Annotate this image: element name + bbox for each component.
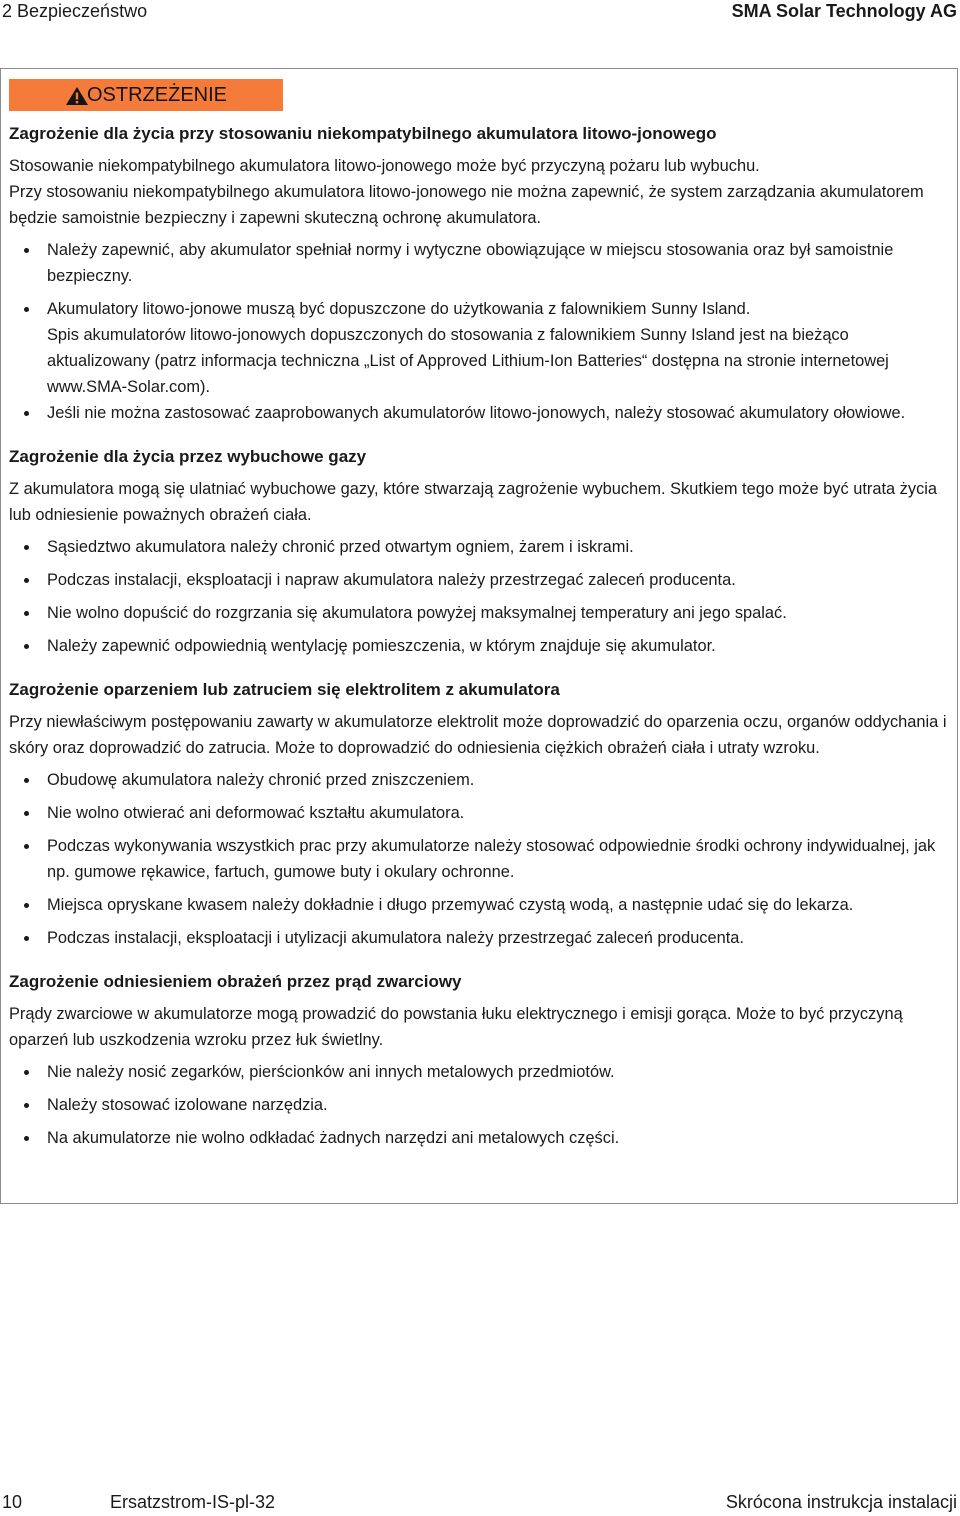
list-item: Nie wolno otwierać ani deformować kształtu akumulatora. — [9, 800, 953, 826]
paragraph: Przy niewłaściwym postępowaniu zawarty w akumulatorze elektrolit może doprowadzić do oparzenia oczu, organów oddychania i skóry oraz doprowadzić do zatrucia. Może to doprowadzić do odniesienia ciężkich obrażeń ciała i utraty wzroku. — [9, 713, 947, 757]
list-item: Nie wolno dopuścić do rozgrzania się akumulatora powyżej maksymalnej temperatury ani jego spalać. — [9, 600, 953, 626]
company-name: SMA Solar Technology AG — [731, 1, 957, 21]
section-heading: Zagrożenie dla życia przez wybuchowe gazy — [9, 447, 367, 466]
warning-box — [0, 68, 958, 1204]
list-item: Sąsiedztwo akumulatora należy chronić przed otwartym ogniem, żarem i iskrami. — [9, 534, 953, 560]
page-number: 10 — [2, 1492, 23, 1512]
paragraph: Z akumulatora mogą się ulatniać wybuchowe gazy, które stwarzają zagrożenie wybuchem. Skutkiem tego może być utrata życia lub odniesienie poważnych obrażeń ciała. — [9, 480, 938, 524]
list-item: Należy stosować izolowane narzędzia. — [9, 1092, 953, 1118]
list-item: Podczas instalacji, eksploatacji i utylizacji akumulatora należy przestrzegać zaleceń producenta. — [9, 925, 953, 951]
list-item: Podczas instalacji, eksploatacji i napraw akumulatora należy przestrzegać zaleceń producenta. — [9, 567, 953, 593]
paragraph: Stosowanie niekompatybilnego akumulatora litowo-jonowego może być przyczyną pożaru lub wybuchu. — [9, 157, 760, 175]
bullet-list — [9, 1059, 953, 1151]
warning-content — [9, 121, 953, 1151]
warning-badge — [9, 79, 283, 111]
section-heading: Zagrożenie dla życia przy stosowaniu niekompatybilnego akumulatora litowo-jonowego — [9, 124, 717, 143]
list-item: Na akumulatorze nie wolno odkładać żadnych narzędzi ani metalowych części. — [9, 1125, 953, 1151]
list-item: Obudowę akumulatora należy chronić przed zniszczeniem. — [9, 767, 953, 793]
list-item: Jeśli nie można zastosować zaaprobowanych akumulatorów litowo-jonowych, należy stosować akumulatory ołowiowe. — [9, 400, 953, 426]
section-title: 2 Bezpieczeństwo — [2, 1, 148, 21]
list-item: Miejsca opryskane kwasem należy dokładnie i długo przemywać czystą wodą, a następnie udać się do lekarza. — [9, 892, 953, 918]
bullet-list — [9, 767, 953, 951]
list-item: Nie należy nosić zegarków, pierścionków ani innych metalowych przedmiotów. — [9, 1059, 953, 1085]
bullet-list — [9, 534, 953, 659]
page-header — [0, 0, 960, 26]
page-footer — [0, 1490, 960, 1516]
paragraph: Prądy zwarciowe w akumulatorze mogą prowadzić do powstania łuku elektrycznego i emisji gorąca. Może to być przyczyną oparzeń lub uszkodzenia wzroku przez łuk świetlny. — [9, 1005, 903, 1049]
section-heading: Zagrożenie oparzeniem lub zatruciem się elektrolitem z akumulatora — [9, 680, 560, 699]
document-code: Ersatzstrom-IS-pl-32 — [110, 1492, 276, 1512]
paragraph: Przy stosowaniu niekompatybilnego akumulatora litowo-jonowego nie można zapewnić, że system zarządzania akumulatorem będzie samoistnie bezpieczny i zapewni skuteczną ochronę akumulatora. — [9, 183, 924, 227]
warning-label: OSTRZEŻENIE — [87, 84, 228, 106]
bullet-list — [9, 237, 953, 322]
list-item: Należy zapewnić odpowiednią wentylację pomieszczenia, w którym znajduje się akumulator. — [9, 633, 953, 659]
bullet-list — [9, 400, 953, 426]
document-title: Skrócona instrukcja instalacji — [725, 1492, 957, 1512]
list-item: Podczas wykonywania wszystkich prac przy akumulatorze należy stosować odpowiednie środki ochrony indywidualnej, jak np. gumowe rękawice, fartuch, gumowe buty i okulary ochronne. — [9, 833, 953, 885]
warning-triangle-icon — [65, 86, 89, 106]
section-heading: Zagrożenie odniesieniem obrażeń przez prąd zwarciowy — [9, 972, 462, 991]
list-item: Należy zapewnić, aby akumulator spełniał normy i wytyczne obowiązujące w miejscu stosowania oraz był samoistnie bezpieczny. — [9, 237, 953, 289]
indented-paragraph: Spis akumulatorów litowo-jonowych dopuszczonych do stosowania z falownikiem Sunny Island jest na bieżąco aktualizowany (patrz informacja techniczna „List of Approved Lithium-Ion Batteries“ dostępna na stronie internetowej www.SMA-Solar.com). — [47, 326, 889, 396]
list-item: Akumulatory litowo-jonowe muszą być dopuszczone do użytkowania z falownikiem Sunny Island. — [9, 296, 953, 322]
